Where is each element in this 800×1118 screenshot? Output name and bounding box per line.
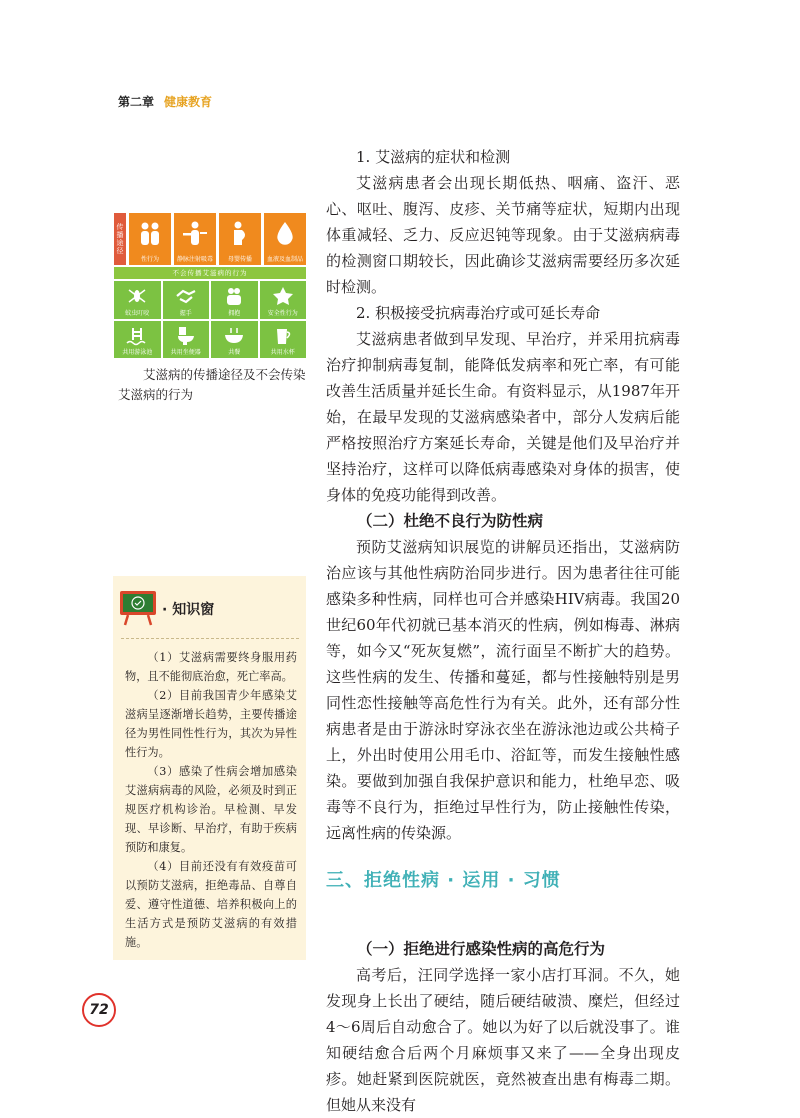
item2-paragraph: 艾滋病患者做到早发现、早治疗，并采用抗病毒治疗抑制病毒复制，能降低发病率和死亡率，有可能改善生活质量并延长生命。有资料显示，从1987年开始，在最早发现的艾滋病感染者中，部分人发病后能严格按照治疗方案延长寿命，关键是他们及早治疗并坚持治疗，这样可以降低病毒感染对身体的损害，使身体的免疫功能得到改善。 [326,330,680,504]
route-label: 性行为 [140,256,159,263]
safe-cell [163,321,210,359]
pregnant-woman-icon [219,219,261,249]
transmission-infographic [114,213,306,358]
main-text-column [326,144,680,1118]
safe-cell [211,321,258,359]
safe-cell [260,321,307,359]
safe-cell [114,281,161,319]
hug-icon [211,285,258,307]
knowledge-title: · 知识窗 [162,602,215,618]
safe-behaviors-grid [114,281,306,358]
page-number: 72 [82,993,116,1027]
section3-paragraph: 高考后，汪同学选择一家小店打耳洞。不久，她发现身上长出了硬结，随后硬结破溃、糜烂，但经过4～6周后自动愈合了。她以为好了以后就没事了。谁知硬结愈合后两个月麻烦事又来了——全身出现皮疹。她赶紧到医院就医，竟然被查出患有梅毒二期。但她从来没有 [326,966,680,1114]
knowledge-items [125,648,297,952]
toilet-icon [163,325,210,347]
knowledge-header [118,592,214,626]
safe-label: 共用水杯 [270,349,295,356]
chapter-title: 健康教育 [164,95,213,109]
routes-side-label: 传播途径 [114,213,126,265]
route-label: 母婴传播 [227,256,252,263]
chapter-number: 第二章 [118,95,155,109]
route-cell [129,213,171,265]
safe-label: 共餐 [228,349,241,356]
safe-cell [211,281,258,319]
transmission-routes-row [114,213,306,265]
syringe-person-icon [174,219,216,249]
section2-heading: （二）杜绝不良行为防性病 [357,512,544,530]
item1-heading: 1. 艾滋病的症状和检测 [356,148,511,166]
dining-icon [211,325,258,347]
knowledge-item: （1）艾滋病需要终身服用药物，且不能彻底治愈，死亡率高。 [125,651,297,683]
knowledge-item: （4）目前还没有有效疫苗可以预防艾滋病，拒绝毒品、自尊自爱、遵守性道德、培养积极向上的生活方式是预防艾滋病的有效措施。 [125,860,297,949]
knowledge-window [113,576,306,960]
safe-label: 安全性行为 [267,309,298,317]
route-cell [174,213,216,265]
section3-title: 三、拒绝性病 · 运用 · 习惯 [326,870,561,891]
item2-heading: 2. 积极接受抗病毒治疗或可延长寿命 [356,304,601,322]
safe-cell [163,281,210,319]
safe-cell [260,281,307,319]
blood-drop-icon [264,219,306,249]
couple-icon [129,219,171,249]
safe-label: 拥抱 [228,309,241,317]
pool-icon [114,325,161,347]
item1-paragraph: 艾滋病患者会出现长期低热、咽痛、盗汗、恶心、呕吐、腹泻、皮疹、关节痛等症状，短期内出现体重减轻、乏力、反应迟钝等现象。由于艾滋病病毒的检测窗口期较长，因此确诊艾滋病需要经历多次延时检测。 [326,174,680,296]
mosquito-icon [114,285,161,307]
safe-label: 共用坐便器 [170,349,201,356]
safe-label: 共用游泳池 [122,349,153,356]
chapter-header [118,93,212,110]
route-label: 血液及血制品 [266,256,303,263]
route-label: 静脉注射吸毒 [176,256,213,263]
knowledge-item: （3）感染了性病会增加感染艾滋病病毒的风险，必须及时到正规医疗机构诊治。早检测、早发现、早诊断、早治疗，有助于疾病预防和康复。 [125,765,297,854]
knowledge-item: （2）目前我国青少年感染艾滋病呈逐渐增长趋势，主要传播途径为男性同性性行为，其次为异性性行为。 [125,689,297,759]
safe-label: 握手 [179,309,192,317]
section2-paragraph: 预防艾滋病知识展览的讲解员还指出，艾滋病防治应该与其他性病防治同步进行。因为患者往往可能感染多种性病，同样也可合并感染HIV病毒。我国20世纪60年代初就已基本消灭的性病，例如梅毒、淋病等，如今又“死灰复燃”，流行面呈不断扩大的趋势。这些性病的发生、传播和蔓延，都与性接触特别是男同性恋性接触等高危性行为有关。此外，还有部分性病患者是由于游泳时穿泳衣坐在游泳池边或公共椅子上，外出时使用公用毛巾、浴缸等，而发生接触性感染。要做到加强自我保护意识和能力，杜绝早恋、吸毒等不良行为，拒绝过早性行为，防止接触性传染，远离性病的传染源。 [326,538,680,842]
route-cell [264,213,306,265]
safe-label: 蚊虫叮咬 [125,309,150,317]
knowledge-divider [121,638,299,639]
section3-subheading: （一）拒绝进行感染性病的高危行为 [357,940,606,958]
figure-caption: 艾滋病的传播途径及不会传染艾滋病的行为 [118,367,306,402]
route-cell [219,213,261,265]
cup-icon [260,325,307,347]
handshake-icon [163,285,210,307]
condom-icon [260,285,307,307]
blackboard-icon [118,588,158,630]
safe-cell [114,321,161,359]
safe-behaviors-banner: 不会传播艾滋病的行为 [114,267,306,279]
